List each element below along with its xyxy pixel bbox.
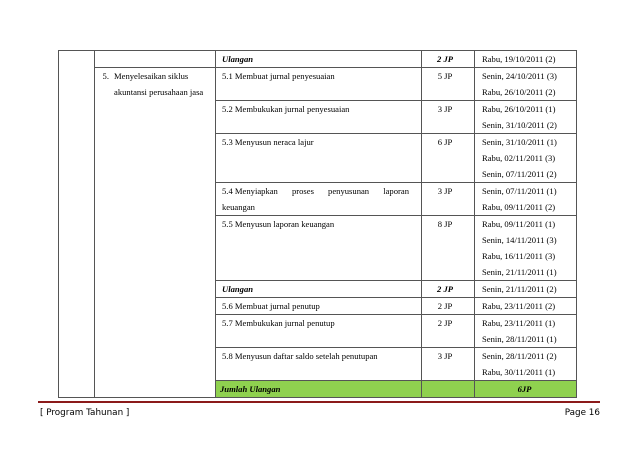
kd-text: 5.2 Membukukan jurnal penyesuaian xyxy=(222,104,350,114)
sk-number: 5. xyxy=(102,71,109,81)
kd-text: 5.5 Menyusun laporan keuangan xyxy=(222,219,335,229)
schedule-table xyxy=(58,50,577,398)
kd-word: penyusunan xyxy=(328,186,370,196)
kd-text: 5.6 Membuat jurnal penutup xyxy=(222,301,320,311)
date-entry: Senin, 28/11/2011 (2) xyxy=(482,351,557,361)
jp-value: 6 JP xyxy=(437,137,453,147)
kd-word: laporan xyxy=(383,186,409,196)
kd-word: 5.4 Menyiapkan xyxy=(222,186,278,196)
sk-cell-empty xyxy=(95,51,216,68)
footer-divider xyxy=(38,401,600,403)
jp-value: 8 JP xyxy=(437,219,453,229)
jp-value: 2 JP xyxy=(437,318,453,328)
date-entry: Senin, 28/11/2011 (1) xyxy=(482,334,557,344)
jp-value: 5 JP xyxy=(437,71,453,81)
footer-document-title: [ Program Tahunan ] xyxy=(40,408,130,418)
total-empty-cell xyxy=(422,381,475,398)
kd-text: 5.3 Menyusun neraca lajur xyxy=(222,137,314,147)
date-entry: Senin, 07/11/2011 (1) xyxy=(482,186,557,196)
date-entry: Senin, 24/10/2011 (3) xyxy=(482,71,557,81)
jp-value: 3 JP xyxy=(437,104,453,114)
date-entry: Rabu, 16/11/2011 (3) xyxy=(482,251,556,261)
date-entry: Rabu, 19/10/2011 (2) xyxy=(482,54,556,64)
total-label: Jumlah Ulangan xyxy=(220,384,281,394)
table-row xyxy=(59,51,577,68)
sk-text-line2: akuntansi perusahaan jasa xyxy=(114,87,204,97)
date-entry: Senin, 31/10/2011 (2) xyxy=(482,120,557,130)
date-entry: Senin, 31/10/2011 (1) xyxy=(482,137,557,147)
jp-value: 2 JP xyxy=(437,284,453,294)
kd-word: proses xyxy=(291,186,314,196)
date-entry: Rabu, 09/11/2011 (2) xyxy=(482,202,556,212)
date-entry: Rabu, 23/11/2011 (2) xyxy=(482,301,556,311)
kd-text: 5.1 Membuat jurnal penyesuaian xyxy=(222,71,335,81)
footer-page-number: Page 16 xyxy=(564,408,600,418)
jp-value: 2 JP xyxy=(437,54,453,64)
jp-value: 3 JP xyxy=(437,351,453,361)
date-entry: Senin, 14/11/2011 (3) xyxy=(482,235,557,245)
kd-text-line2: keuangan xyxy=(222,202,255,212)
date-entry: Senin, 21/11/2011 (2) xyxy=(482,284,557,294)
date-entry: Rabu, 30/11/2011 (1) xyxy=(482,367,556,377)
jp-value: 2 JP xyxy=(437,301,453,311)
date-entry: Senin, 07/11/2011 (2) xyxy=(482,169,557,179)
left-margin-cell xyxy=(59,51,95,398)
ulangan-label: Ulangan xyxy=(222,284,254,294)
date-entry: Rabu, 23/11/2011 (1) xyxy=(482,318,556,328)
table-row xyxy=(59,68,577,101)
total-jp: 6JP xyxy=(517,384,532,394)
jp-value: 3 JP xyxy=(437,186,453,196)
date-entry: Senin, 21/11/2011 (1) xyxy=(482,267,557,277)
date-entry: Rabu, 09/11/2011 (1) xyxy=(482,219,556,229)
standard-competence-cell xyxy=(95,68,216,398)
sk-text-line1: Menyelesaikan siklus xyxy=(114,71,189,81)
date-entry: Rabu, 02/11/2011 (3) xyxy=(482,153,556,163)
kd-text xyxy=(216,183,421,199)
kd-text: 5.7 Membukukan jurnal penutup xyxy=(222,318,335,328)
date-entry: Rabu, 26/10/2011 (2) xyxy=(482,87,556,97)
ulangan-label: Ulangan xyxy=(222,54,254,64)
kd-text: 5.8 Menyusun daftar saldo setelah penutupan xyxy=(222,351,378,361)
date-entry: Rabu, 26/10/2011 (1) xyxy=(482,104,556,114)
